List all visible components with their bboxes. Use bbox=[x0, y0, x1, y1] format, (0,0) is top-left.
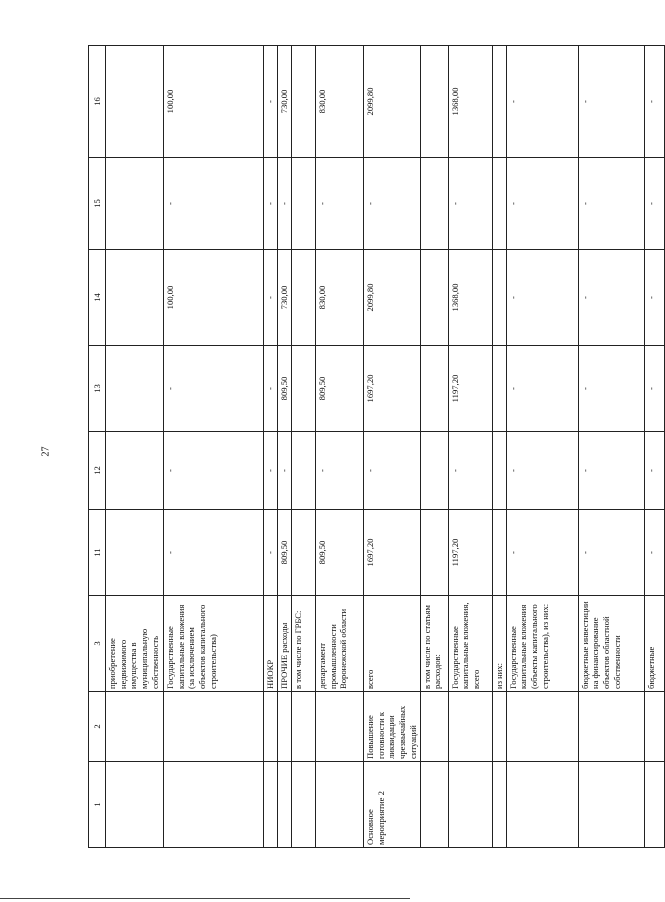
table-row bbox=[292, 46, 316, 848]
value-cell: - bbox=[506, 46, 578, 158]
value-cell: - bbox=[164, 510, 264, 596]
row-label-cell bbox=[448, 762, 492, 848]
value-cell: - bbox=[164, 432, 264, 510]
value-cell bbox=[106, 158, 164, 250]
value-cell bbox=[106, 432, 164, 510]
value-cell bbox=[292, 46, 316, 158]
value-cell bbox=[420, 158, 448, 250]
value-cell: - bbox=[448, 158, 492, 250]
value-cell: - bbox=[316, 432, 364, 510]
value-cell bbox=[106, 250, 164, 346]
value-cell bbox=[420, 250, 448, 346]
value-cell: - bbox=[578, 46, 644, 158]
row-expense-cell: в том числе по статьям расходов: bbox=[420, 596, 448, 692]
value-cell bbox=[106, 46, 164, 158]
row-label-cell: Основное мероприятие 2 bbox=[364, 762, 421, 848]
value-cell: 1368,00 bbox=[448, 46, 492, 158]
value-cell: - bbox=[264, 250, 278, 346]
row-expense-cell: Государственные капитальные вложения (объекты капитального строительства), из них: bbox=[506, 596, 578, 692]
table-row bbox=[164, 46, 264, 848]
value-cell bbox=[292, 432, 316, 510]
row-label-cell bbox=[264, 762, 278, 848]
row-purpose-cell bbox=[506, 692, 578, 762]
column-header: 13 bbox=[89, 346, 106, 432]
table-body bbox=[106, 46, 665, 848]
value-cell: - bbox=[578, 510, 644, 596]
value-cell bbox=[292, 250, 316, 346]
value-cell: - bbox=[506, 346, 578, 432]
value-cell: - bbox=[506, 510, 578, 596]
table-row bbox=[644, 46, 664, 848]
row-label-cell bbox=[506, 762, 578, 848]
row-expense-cell: Государственные капитальные вложения (за исключением объектов капитального строительства) bbox=[164, 596, 264, 692]
value-cell bbox=[292, 346, 316, 432]
row-purpose-cell bbox=[448, 692, 492, 762]
value-cell: - bbox=[264, 510, 278, 596]
value-cell: 830,00 bbox=[316, 46, 364, 158]
value-cell: - bbox=[578, 432, 644, 510]
value-cell bbox=[492, 250, 506, 346]
row-purpose-cell bbox=[278, 692, 292, 762]
row-expense-cell: НИОКР bbox=[264, 596, 278, 692]
value-cell: - bbox=[164, 346, 264, 432]
table-row bbox=[264, 46, 278, 848]
table-row bbox=[506, 46, 578, 848]
value-cell bbox=[420, 432, 448, 510]
value-cell bbox=[420, 46, 448, 158]
column-header: 16 bbox=[89, 46, 106, 158]
row-purpose-cell bbox=[292, 692, 316, 762]
value-cell: 2099,80 bbox=[364, 46, 421, 158]
value-cell: - bbox=[164, 158, 264, 250]
value-cell: - bbox=[264, 158, 278, 250]
value-cell bbox=[106, 510, 164, 596]
value-cell: 830,00 bbox=[316, 250, 364, 346]
table-row bbox=[364, 46, 421, 848]
column-header: 2 bbox=[89, 692, 106, 762]
row-purpose-cell bbox=[644, 692, 664, 762]
table-row bbox=[316, 46, 364, 848]
value-cell: 1197,20 bbox=[448, 346, 492, 432]
page-number: 27 bbox=[40, 446, 52, 457]
row-expense-cell: бюджетные bbox=[644, 596, 664, 692]
value-cell: - bbox=[448, 432, 492, 510]
value-cell bbox=[292, 510, 316, 596]
value-cell: 809,50 bbox=[316, 346, 364, 432]
value-cell bbox=[492, 46, 506, 158]
value-cell: - bbox=[644, 46, 664, 158]
row-expense-cell: Государственные капитальные вложения, всего bbox=[448, 596, 492, 692]
row-label-cell bbox=[278, 762, 292, 848]
value-cell: - bbox=[644, 158, 664, 250]
table-row bbox=[448, 46, 492, 848]
value-cell: - bbox=[644, 250, 664, 346]
value-cell: 100,00 bbox=[164, 250, 264, 346]
value-cell bbox=[420, 510, 448, 596]
table-row bbox=[420, 46, 448, 848]
row-purpose-cell bbox=[578, 692, 644, 762]
value-cell: - bbox=[364, 158, 421, 250]
value-cell: - bbox=[264, 346, 278, 432]
row-label-cell bbox=[492, 762, 506, 848]
column-header: 14 bbox=[89, 250, 106, 346]
row-purpose-cell bbox=[164, 692, 264, 762]
value-cell bbox=[492, 510, 506, 596]
row-purpose-cell bbox=[420, 692, 448, 762]
value-cell: - bbox=[278, 158, 292, 250]
value-cell bbox=[492, 158, 506, 250]
value-cell: 1697,20 bbox=[364, 510, 421, 596]
row-expense-cell: приобретение недвижимого имущества в муниципальную собственность bbox=[106, 596, 164, 692]
value-cell: - bbox=[578, 158, 644, 250]
row-purpose-cell bbox=[106, 692, 164, 762]
column-header: 15 bbox=[89, 158, 106, 250]
value-cell bbox=[420, 346, 448, 432]
column-header: 1 bbox=[89, 762, 106, 848]
row-expense-cell: департамент промышленности Воронежской области bbox=[316, 596, 364, 692]
row-label-cell bbox=[316, 762, 364, 848]
row-expense-cell: всего bbox=[364, 596, 421, 692]
value-cell: - bbox=[644, 346, 664, 432]
table-row bbox=[106, 46, 164, 848]
value-cell bbox=[292, 158, 316, 250]
value-cell bbox=[106, 346, 164, 432]
bottom-rule bbox=[0, 898, 410, 899]
value-cell: - bbox=[644, 432, 664, 510]
value-cell: - bbox=[506, 250, 578, 346]
budget-table bbox=[88, 45, 665, 848]
value-cell: 809,50 bbox=[278, 510, 292, 596]
value-cell: 1697,20 bbox=[364, 346, 421, 432]
column-header: 3 bbox=[89, 596, 106, 692]
value-cell: - bbox=[264, 46, 278, 158]
column-header: 12 bbox=[89, 432, 106, 510]
row-purpose-cell bbox=[316, 692, 364, 762]
column-header: 11 bbox=[89, 510, 106, 596]
value-cell: 730,00 bbox=[278, 250, 292, 346]
row-label-cell bbox=[578, 762, 644, 848]
row-label-cell bbox=[164, 762, 264, 848]
value-cell: - bbox=[364, 432, 421, 510]
rotated-table-container bbox=[88, 46, 656, 848]
value-cell: - bbox=[278, 432, 292, 510]
value-cell: - bbox=[264, 432, 278, 510]
row-label-cell bbox=[644, 762, 664, 848]
table-row bbox=[492, 46, 506, 848]
row-label-cell bbox=[292, 762, 316, 848]
value-cell: - bbox=[578, 346, 644, 432]
row-purpose-cell: Повышение готовности к ликвидации чрезвычайных ситуаций bbox=[364, 692, 421, 762]
value-cell bbox=[492, 346, 506, 432]
value-cell: 1368,00 bbox=[448, 250, 492, 346]
value-cell: - bbox=[316, 158, 364, 250]
value-cell: 2099,80 bbox=[364, 250, 421, 346]
value-cell: - bbox=[506, 432, 578, 510]
table-row bbox=[278, 46, 292, 848]
value-cell bbox=[492, 432, 506, 510]
value-cell: 809,50 bbox=[278, 346, 292, 432]
row-expense-cell: ПРОЧИЕ расходы bbox=[278, 596, 292, 692]
value-cell: - bbox=[644, 510, 664, 596]
value-cell: 809,50 bbox=[316, 510, 364, 596]
value-cell: 1197,20 bbox=[448, 510, 492, 596]
row-expense-cell: бюджетные инвестиции на финансирование объектов областной собственности bbox=[578, 596, 644, 692]
table-row bbox=[578, 46, 644, 848]
value-cell: 100,00 bbox=[164, 46, 264, 158]
row-purpose-cell bbox=[492, 692, 506, 762]
row-label-cell bbox=[106, 762, 164, 848]
header-row bbox=[89, 46, 106, 848]
row-label-cell bbox=[420, 762, 448, 848]
value-cell: 730,00 bbox=[278, 46, 292, 158]
row-expense-cell: из них: bbox=[492, 596, 506, 692]
value-cell: - bbox=[578, 250, 644, 346]
row-purpose-cell bbox=[264, 692, 278, 762]
value-cell: - bbox=[506, 158, 578, 250]
row-expense-cell: в том числе по ГРБС: bbox=[292, 596, 316, 692]
